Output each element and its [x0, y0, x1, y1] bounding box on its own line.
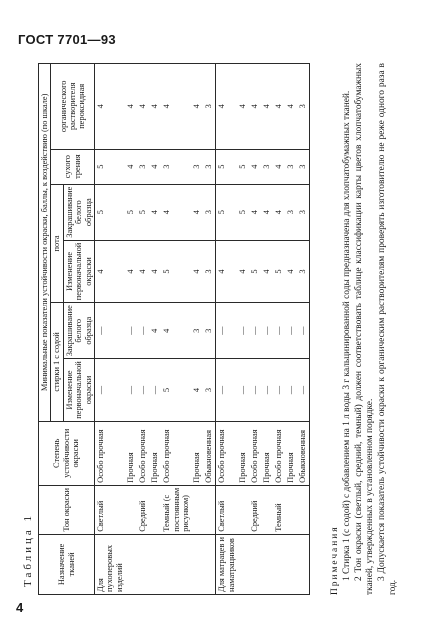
cell-degree: Особо прочная	[273, 421, 285, 485]
note-item: 3 Допускается показатель устойчивости окраски к органическим растворителям проверять изготовителю не реже одного раза в год.	[376, 63, 399, 595]
table-row	[95, 64, 126, 595]
cell-value: 4	[249, 184, 261, 240]
cell-purpose	[261, 534, 273, 594]
cell-purpose	[273, 534, 285, 594]
cell-degree: Прочная	[261, 421, 273, 485]
cell-tone: Светлый	[95, 485, 126, 534]
cell-tone	[261, 485, 273, 534]
note-item: 1 Стирка 1 (с содой) с добавлением на 1 л воды 3 г кальцинированной соды предназначена для хлопчатобумажных тканей.	[342, 90, 353, 581]
cell-degree: Прочная	[149, 421, 161, 485]
cell-value: 4	[249, 149, 261, 184]
cell-purpose	[161, 534, 191, 594]
cell-value: 3	[285, 149, 297, 184]
cell-value: 4	[273, 149, 285, 184]
cell-value: 5	[161, 359, 191, 421]
col-stirka-stain: Закрашивание белого образца	[63, 303, 94, 359]
cell-value: 3	[161, 149, 191, 184]
cell-value: 4	[261, 64, 273, 150]
cell-purpose	[149, 534, 161, 594]
cell-value: 5	[161, 240, 191, 302]
cell-tone	[149, 485, 161, 534]
cell-purpose	[285, 534, 297, 594]
col-group-header: Минимальные показатели устойчивости окраски, баллы, к воздействию (по шкале)	[39, 64, 51, 422]
table-row	[203, 64, 216, 595]
cell-value: 3	[137, 149, 149, 184]
cell-value: —	[261, 359, 273, 421]
cell-purpose	[237, 534, 249, 594]
cell-value: —	[149, 359, 161, 421]
cell-value: 4	[137, 64, 149, 150]
cell-degree: Особо прочная	[249, 421, 261, 485]
cell-tone	[203, 485, 216, 534]
cell-value: 3	[297, 64, 310, 150]
table-title: Таблица 1	[22, 512, 34, 587]
cell-value: 4	[125, 149, 137, 184]
cell-purpose: Для пухоперовых изделий	[95, 534, 126, 594]
table-row	[149, 64, 161, 595]
cell-value: 4	[161, 303, 191, 359]
cell-value: —	[216, 359, 237, 421]
col-pot-stain: Закрашивание белого образца	[63, 184, 94, 240]
cell-value: —	[297, 359, 310, 421]
cell-value: 4	[125, 240, 137, 302]
cell-purpose	[125, 534, 137, 594]
cell-tone	[297, 485, 310, 534]
table-row	[297, 64, 310, 595]
table-row	[249, 64, 261, 595]
cell-value: —	[249, 359, 261, 421]
col-pot-change: Изменение первоначальной окраски	[63, 240, 94, 302]
document-code: ГОСТ 7701—93	[18, 32, 116, 47]
cell-value: 4	[161, 184, 191, 240]
cell-value: —	[137, 359, 149, 421]
cell-tone	[285, 485, 297, 534]
colorfastness-table	[38, 63, 310, 595]
cell-tone	[237, 485, 249, 534]
cell-value: —	[137, 303, 149, 359]
cell-value: 3	[191, 303, 203, 359]
cell-value: 4	[237, 64, 249, 150]
col-solvent: органического растворителя пероксидная	[51, 64, 95, 150]
cell-value: 5	[237, 149, 249, 184]
cell-value: —	[285, 359, 297, 421]
cell-value: 4	[149, 149, 161, 184]
cell-value: 3	[203, 303, 216, 359]
cell-value: 4	[261, 240, 273, 302]
cell-degree: Особо прочная	[216, 421, 237, 485]
cell-value: 5	[249, 240, 261, 302]
table-row	[285, 64, 297, 595]
cell-value: 3	[203, 359, 216, 421]
cell-value: 4	[191, 64, 203, 150]
cell-value: 4	[137, 240, 149, 302]
cell-value: 3	[297, 149, 310, 184]
cell-degree: Прочная	[237, 421, 249, 485]
cell-value: 4	[191, 184, 203, 240]
cell-tone: Темный (с постоянным рисунком)	[161, 485, 191, 534]
cell-tone	[191, 485, 203, 534]
table-row	[261, 64, 273, 595]
cell-value: 4	[95, 240, 126, 302]
note-item: 2 Тон окраски (светлый, средний, темный) должен соответствовать таблице классификации карты цветов хлопчатобумажных тканей, утвержденных в установленном порядке.	[353, 63, 376, 595]
cell-value: —	[95, 359, 126, 421]
cell-value: —	[249, 303, 261, 359]
cell-value: 4	[191, 359, 203, 421]
cell-value: —	[273, 303, 285, 359]
col-purpose: Назначение тканей	[39, 534, 95, 594]
cell-value: 4	[285, 240, 297, 302]
cell-degree: Прочная	[125, 421, 137, 485]
cell-value: 5	[216, 149, 237, 184]
cell-degree: Прочная	[191, 421, 203, 485]
col-degree: Степень устойчивости окраски	[39, 421, 95, 485]
cell-value: 4	[216, 240, 237, 302]
cell-value: 4	[285, 64, 297, 150]
col-stirka: стирки 1 с содой	[51, 303, 63, 422]
col-tone: Тон окраски	[39, 485, 95, 534]
cell-value: —	[125, 303, 137, 359]
cell-tone: Средний	[137, 485, 149, 534]
cell-value: 4	[237, 240, 249, 302]
cell-purpose	[249, 534, 261, 594]
cell-value: —	[285, 303, 297, 359]
cell-value: 4	[149, 64, 161, 150]
cell-value: 4	[149, 240, 161, 302]
table-row	[161, 64, 191, 595]
cell-value: 5	[95, 184, 126, 240]
cell-value: 4	[216, 64, 237, 150]
cell-value: —	[95, 303, 126, 359]
cell-value: 3	[297, 240, 310, 302]
table-row	[191, 64, 203, 595]
cell-tone: Темный	[273, 485, 285, 534]
cell-value: 3	[297, 184, 310, 240]
table-row	[273, 64, 285, 595]
col-stirka-change: Изменение первоначальной окраски	[63, 359, 94, 421]
col-pot: пота	[51, 184, 63, 303]
cell-value: 3	[191, 149, 203, 184]
table-row	[137, 64, 149, 595]
cell-value: 5	[237, 184, 249, 240]
cell-value: 4	[273, 184, 285, 240]
cell-value: 3	[203, 240, 216, 302]
cell-value: 5	[95, 149, 126, 184]
cell-value: —	[237, 303, 249, 359]
table-row	[216, 64, 237, 595]
cell-value: 3	[203, 149, 216, 184]
cell-value: —	[237, 359, 249, 421]
cell-value: 4	[95, 64, 126, 150]
rotated-table-page	[20, 55, 420, 595]
cell-value: 5	[216, 184, 237, 240]
cell-purpose	[191, 534, 203, 594]
cell-degree: Прочная	[285, 421, 297, 485]
table-row	[237, 64, 249, 595]
col-dry-rubbing: сухого трения	[51, 149, 95, 184]
cell-value: 3	[203, 184, 216, 240]
cell-degree: Обыкновенная	[297, 421, 310, 485]
cell-degree: Обыкновенная	[203, 421, 216, 485]
cell-value: 4	[149, 303, 161, 359]
cell-purpose: Для матрацев и наматрацников	[216, 534, 237, 594]
cell-value: 4	[249, 64, 261, 150]
notes-section	[330, 63, 400, 595]
cell-value: —	[125, 359, 137, 421]
cell-value: —	[261, 303, 273, 359]
cell-value: 3	[261, 149, 273, 184]
cell-value: —	[273, 359, 285, 421]
table-row	[125, 64, 137, 595]
cell-purpose	[203, 534, 216, 594]
cell-degree: Особо прочная	[137, 421, 149, 485]
cell-value: 4	[125, 64, 137, 150]
cell-value: 5	[137, 184, 149, 240]
cell-value: 5	[273, 240, 285, 302]
cell-value: 4	[191, 240, 203, 302]
cell-value: 4	[149, 184, 161, 240]
cell-value: 3	[285, 184, 297, 240]
cell-value: —	[216, 303, 237, 359]
cell-value: 3	[203, 64, 216, 150]
cell-degree: Особо прочная	[95, 421, 126, 485]
cell-tone: Светлый	[216, 485, 237, 534]
cell-tone	[125, 485, 137, 534]
notes-title: Примечания	[330, 525, 340, 595]
page-number: 4	[16, 600, 24, 615]
cell-tone: Средний	[249, 485, 261, 534]
cell-purpose	[297, 534, 310, 594]
cell-degree: Особо прочная	[161, 421, 191, 485]
cell-purpose	[137, 534, 149, 594]
cell-value: 5	[125, 184, 137, 240]
cell-value: 4	[273, 64, 285, 150]
cell-value: —	[297, 303, 310, 359]
cell-value: 4	[161, 64, 191, 150]
cell-value: 4	[261, 184, 273, 240]
